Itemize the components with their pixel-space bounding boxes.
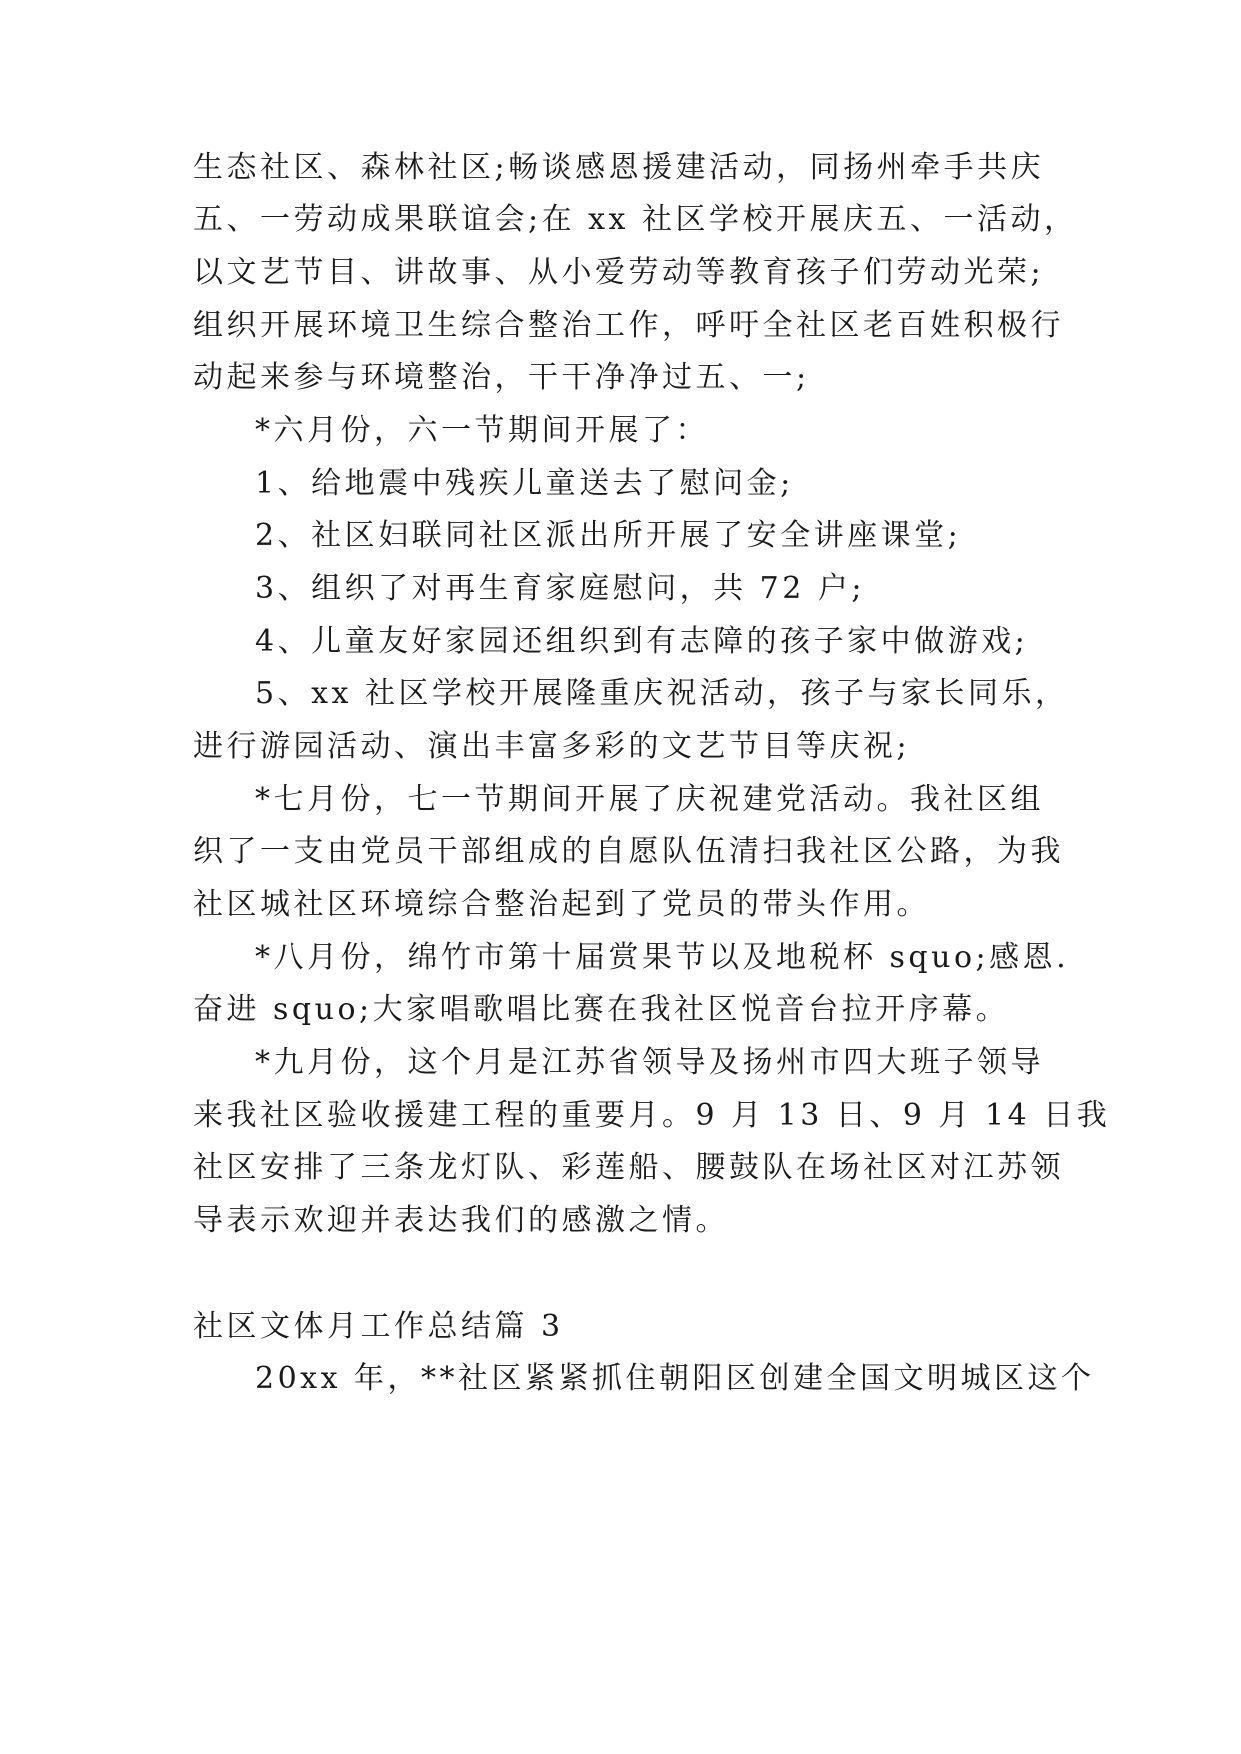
section-heading: 社区文体月工作总结篇 3 (193, 1309, 564, 1344)
paragraph-line: *六月份，六一节期间开展了： (255, 413, 709, 448)
paragraph-line: 织了一支由党员干部组成的自愿队伍清扫我社区公路，为我 (193, 834, 1064, 869)
list-item: 3、组织了对再生育家庭慰问，共 72 户; (255, 571, 865, 606)
paragraph-line: *七月份，七一节期间开展了庆祝建党活动。我社区组 (255, 782, 1044, 817)
paragraph-line: 组织开展环境卫生综合整治工作，呼吁全社区老百姓积极行 (193, 308, 1064, 343)
paragraph-line: 20xx 年，**社区紧紧抓住朝阳区创建全国文明城区这个 (255, 1361, 1095, 1396)
paragraph-line: 动起来参与环境整治，干干净净过五、一; (193, 360, 810, 395)
paragraph-line: 社区安排了三条龙灯队、彩莲船、腰鼓队在场社区对江苏领 (193, 1150, 1064, 1185)
paragraph-line: *九月份，这个月是江苏省领导及扬州市四大班子领导 (255, 1045, 1044, 1080)
paragraph-line: 导表示欢迎并表达我们的感激之情。 (193, 1203, 729, 1238)
list-item: 1、给地震中残疾儿童送去了慰问金; (255, 466, 794, 501)
paragraph-line: *八月份，绵竹市第十届赏果节以及地税杯 squo;感恩. (255, 940, 1070, 975)
list-item: 2、社区妇联同社区派出所开展了安全讲座课堂; (255, 518, 962, 553)
paragraph-line: 进行游园活动、演出丰富多彩的文艺节目等庆祝; (193, 729, 911, 764)
paragraph-line: 奋进 squo;大家唱歌唱比赛在我社区悦音台拉开序幕。 (193, 992, 1010, 1027)
paragraph-line: 生态社区、森林社区;畅谈感恩援建活动，同扬州牵手共庆 (193, 150, 1045, 185)
paragraph-line: 来我社区验收援建工程的重要月。9 月 13 日、9 月 14 日我 (193, 1098, 1111, 1133)
paragraph-line: 五、一劳动成果联谊会;在 xx 社区学校开展庆五、一活动， (193, 202, 1078, 237)
list-item: 4、儿童友好家园还组织到有志障的孩子家中做游戏; (255, 624, 1029, 659)
paragraph-line: 以文艺节目、讲故事、从小爱劳动等教育孩子们劳动光荣; (193, 255, 1045, 290)
list-item: 5、xx 社区学校开展隆重庆祝活动，孩子与家长同乐， (255, 676, 1069, 711)
paragraph-line: 社区城社区环境综合整治起到了党员的带头作用。 (193, 887, 930, 922)
